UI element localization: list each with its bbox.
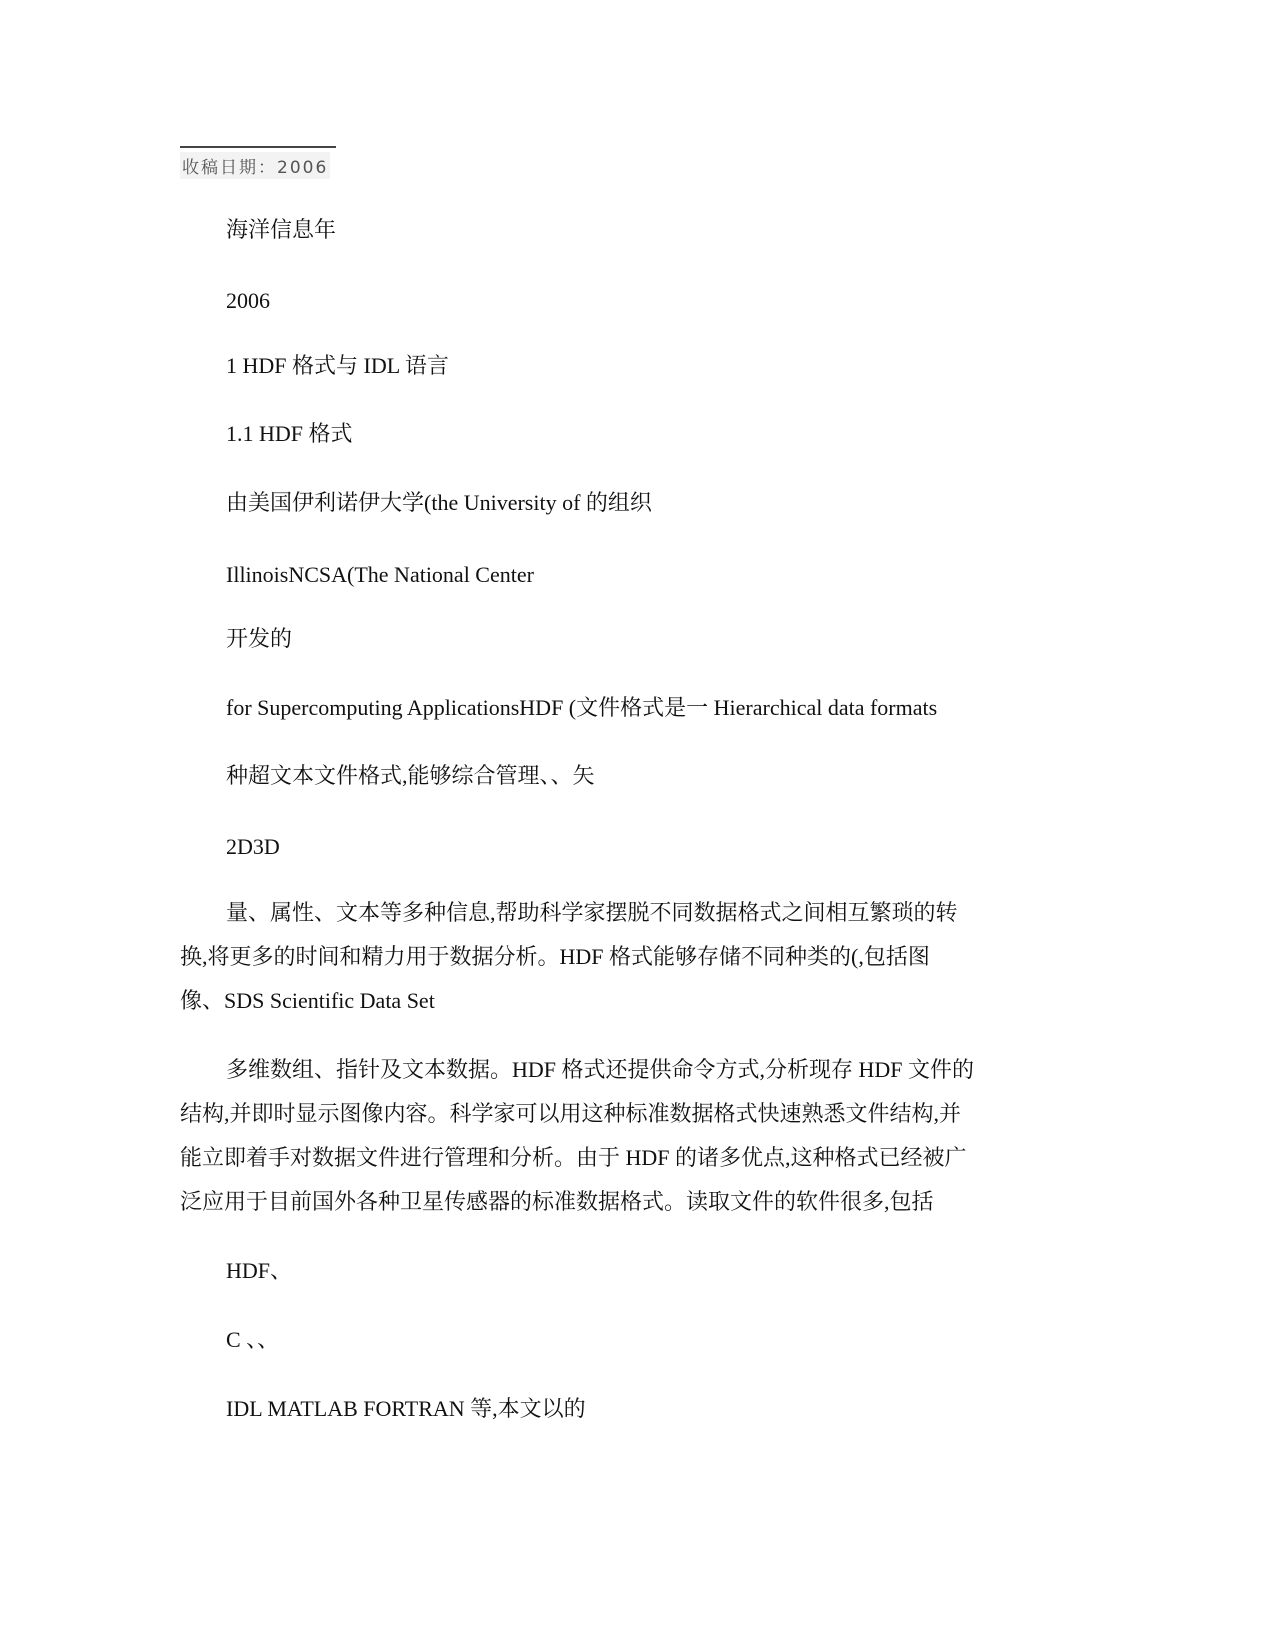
text-line: 海洋信息年 [226, 217, 337, 242]
text-line: C 、、 [226, 1327, 280, 1352]
text-line: 种超文本文件格式,能够综合管理、、矢 [226, 763, 595, 788]
text-line: 开发的 [226, 626, 293, 651]
text-line: IllinoisNCSA(The National Center [226, 562, 534, 587]
section-heading: 1 HDF 格式与 IDL 语言 [226, 353, 449, 378]
paragraph-line: 能立即着手对数据文件进行管理和分析。由于 HDF 的诸多优点,这种格式已经被广 [180, 1145, 967, 1170]
text-line: 2D3D [226, 834, 280, 859]
text-line: IDL MATLAB FORTRAN 等,本文以的 [226, 1396, 586, 1421]
paragraph-line: 多维数组、指针及文本数据。HDF 格式还提供命令方式,分析现存 HDF 文件的 [226, 1057, 975, 1082]
paragraph-line: 结构,并即时显示图像内容。科学家可以用这种标准数据格式快速熟悉文件结构,并 [180, 1101, 962, 1126]
footnote-rule [180, 146, 336, 148]
text-line: 2006 [226, 288, 270, 313]
paragraph-line: 量、属性、文本等多种信息,帮助科学家摆脱不同数据格式之间相互繁琐的转 [226, 900, 958, 925]
text-line: HDF、 [226, 1258, 293, 1283]
paragraph-line: 换,将更多的时间和精力用于数据分析。HDF 格式能够存储不同种类的(,包括图 [180, 944, 930, 969]
paragraph-line: 泛应用于目前国外各种卫星传感器的标准数据格式。读取文件的软件很多,包括 [180, 1189, 934, 1214]
paragraph-line: 像、SDS Scientific Data Set [180, 988, 435, 1013]
received-date-note: 收稿日期：2006 [180, 152, 330, 179]
text-line: 由美国伊利诺伊大学(the University of 的组织 [226, 490, 652, 515]
text-line: for Supercomputing ApplicationsHDF (文件格式是一 Hierarchical data formats [226, 695, 938, 720]
subsection-heading: 1.1 HDF 格式 [226, 421, 353, 446]
